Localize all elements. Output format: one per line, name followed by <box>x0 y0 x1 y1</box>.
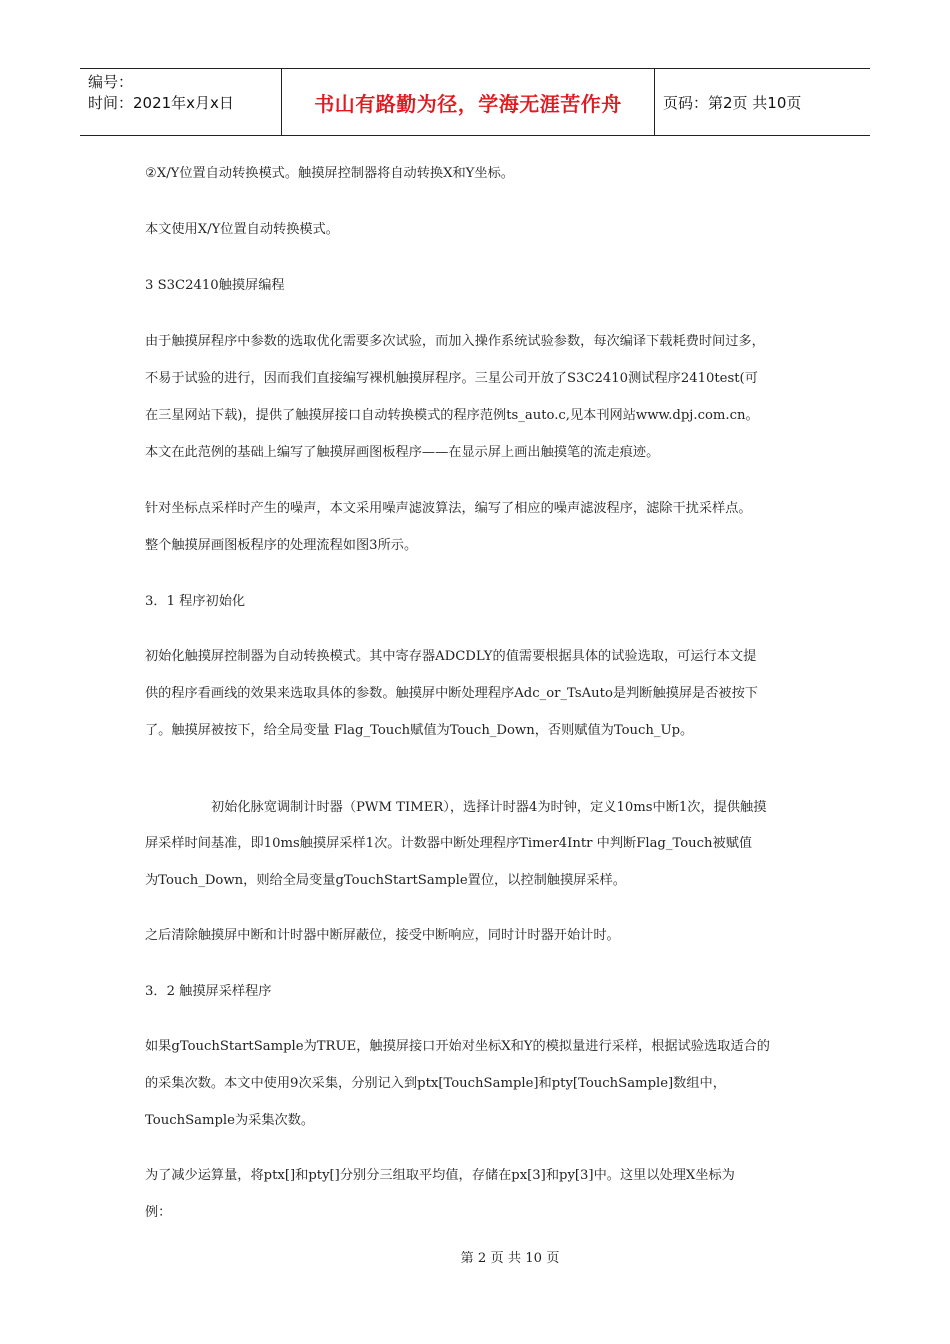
time-label: 时间：2021年x月x日 <box>88 94 234 112</box>
text-line: 本文使用X/Y位置自动转换模式。 <box>145 222 339 237</box>
subsection-heading: 3．2 触摸屏采样程序 <box>145 984 272 999</box>
text-line: 例： <box>145 1205 172 1220</box>
subsection-heading: 3．1 程序初始化 <box>145 594 246 609</box>
text-line: 之后清除触摸屏中断和计时器中断屏蔽位，接受中断响应，同时计时器开始计时。 <box>145 928 620 943</box>
text-line: 初始化触摸屏控制器为自动转换模式。其中寄存器ADCDLY的值需要根据具体的试验选取，可运行本文提 <box>145 649 757 664</box>
text-line: 整个触摸屏画图板程序的处理流程如图3所示。 <box>145 538 418 553</box>
text-line: 了。触摸屏被按下，给全局变量 Flag_Touch赋值为Touch_Down，否则赋值为Touch_Up。 <box>145 723 694 738</box>
motto: 书山有路勤为径，学海无涯苦作舟 <box>281 69 655 135</box>
text-line: 供的程序看画线的效果来选取具体的参数。触摸屏中断处理程序Adc_or_TsAuto是判断触摸屏是否被按下 <box>145 686 758 701</box>
document-header <box>80 68 870 136</box>
text-line: 由于触摸屏程序中参数的选取优化需要多次试验，而加入操作系统试验参数，每次编译下载耗费时间过多， <box>145 334 765 349</box>
text-line: 初始化脉宽调制计时器（PWM TIMER），选择计时器4为时钟，定义10ms中断1次，提供触摸 <box>211 800 767 815</box>
text-line: 如果gTouchStartSample为TRUE，触摸屏接口开始对坐标X和Y的模拟量进行采样，根据试验选取适合的 <box>145 1039 770 1054</box>
text-line: 在三星网站下载)，提供了触摸屏接口自动转换模式的程序范例ts_auto.c,见本刊网站www.dpj.com.cn。 <box>145 408 759 423</box>
text-line: 不易于试验的进行，因而我们直接编写裸机触摸屏程序。三星公司开放了S3C2410测试程序2410test(可 <box>145 371 758 386</box>
text-line: 的采集次数。本文中使用9次采集，分别记入到ptx[TouchSample]和pty[TouchSample]数组中， <box>145 1076 726 1091</box>
page-footer: 第 2 页 共 10 页 <box>460 1251 560 1266</box>
text-line: 为了减少运算量，将ptx[]和pty[]分别分三组取平均值，存储在px[3]和py[3]中。这里以处理X坐标为 <box>145 1168 735 1183</box>
text-line: ②X/Y位置自动转换模式。触摸屏控制器将自动转换X和Y坐标。 <box>145 166 514 181</box>
text-line: 本文在此范例的基础上编写了触摸屏画图板程序——在显示屏上画出触摸笔的流走痕迹。 <box>145 445 660 460</box>
section-heading: 3 S3C2410触摸屏编程 <box>145 278 285 293</box>
text-line: 为Touch_Down，则给全局变量gTouchStartSample置位，以控制触摸屏采样。 <box>145 873 626 888</box>
page-indicator: 页码：第2页 共10页 <box>663 93 802 112</box>
number-label: 编号： <box>88 73 134 91</box>
header-meta <box>80 69 281 135</box>
text-line: 针对坐标点采样时产生的噪声，本文采用噪声滤波算法，编写了相应的噪声滤波程序，滤除干扰采样点。 <box>145 501 752 516</box>
text-line: 屏采样时间基准，即10ms触摸屏采样1次。计数器中断处理程序Timer4Intr 中判断Flag_Touch被赋值 <box>145 836 753 851</box>
text-line: TouchSample为采集次数。 <box>145 1113 315 1128</box>
